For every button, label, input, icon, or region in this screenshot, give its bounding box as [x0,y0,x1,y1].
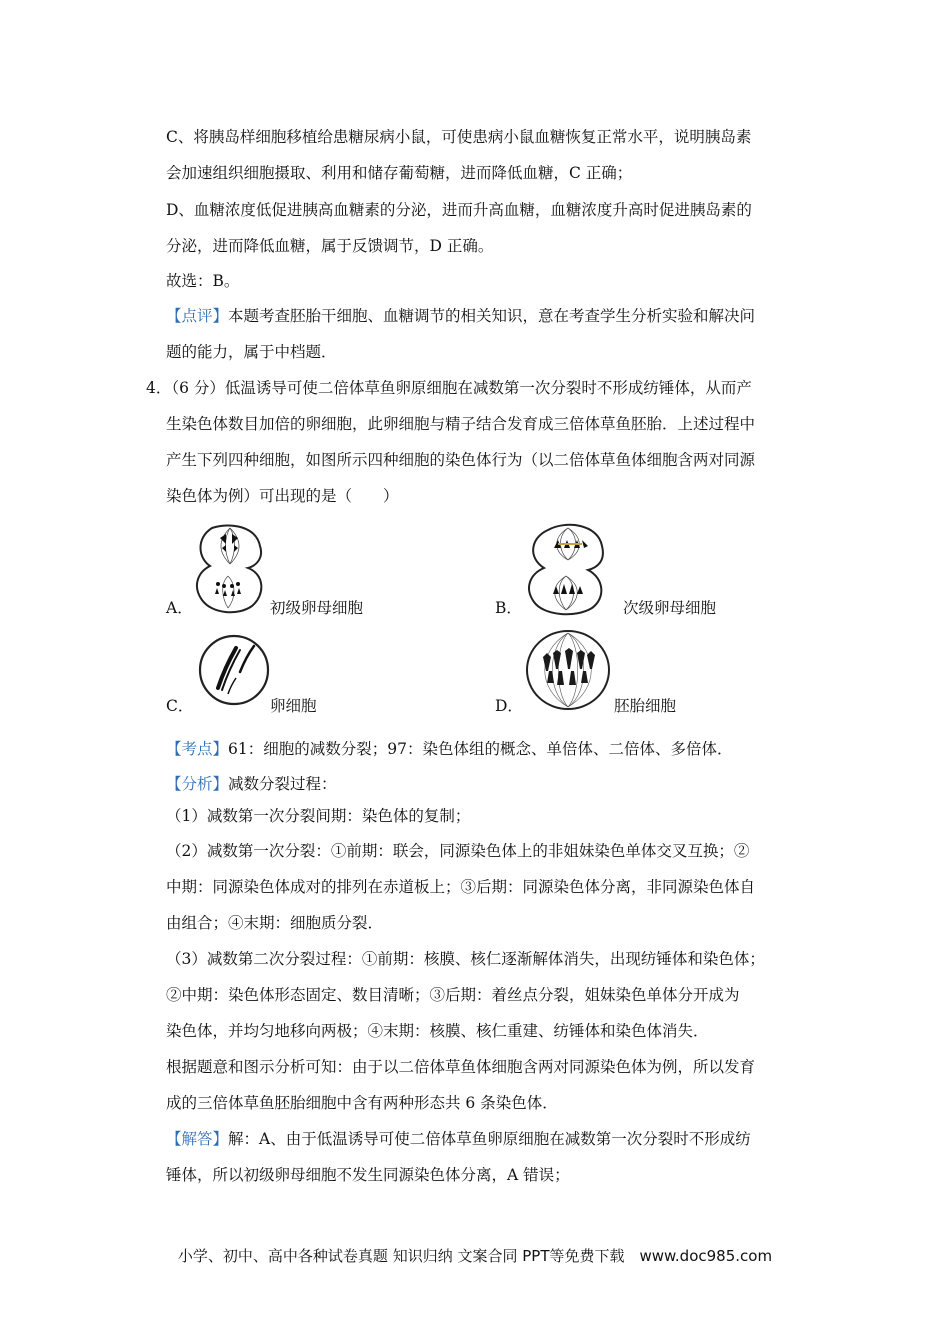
kaodian-paragraph [166,738,732,760]
question-text-1: （6 分）低温诱导可使二倍体草鱼卵原细胞在减数第一次分裂时不形成纺锤体，从而产 [171,379,752,397]
option-c-explanation-line1: C、将胰岛样细胞移植给患糖尿病小鼠，可使患病小鼠血糖恢复正常水平，说明胰岛素 [166,128,752,146]
option-d-label: D． [495,697,523,715]
option-d-caption: 胚胎细胞 [614,697,677,715]
cell-diagram-a [190,522,270,614]
option-c-caption: 卵细胞 [270,697,317,715]
question-4-line3: 产生下列四种细胞，如图所示四种细胞的染色体行为（以二倍体草鱼体细胞含两对同源 [166,451,756,469]
jieda-line2: 锤体，所以初级卵母细胞不发生同源染色体分离，A 错误； [166,1166,570,1184]
analysis-p3-line2: ②中期：染色体形态固定、数目清晰；③后期：着丝点分裂，姐妹染色单体分开成为 [166,986,740,1004]
option-c-explanation-line2: 会加速组织细胞摄取、利用和储存葡萄糖，进而降低血糖，C 正确； [166,164,633,182]
fenxi-text: 减数分裂过程： [228,775,337,793]
jieda-text: 解：A、由于低温诱导可使二倍体草鱼卵原细胞在减数第一次分裂时不形成纺 [228,1130,751,1148]
analysis-p2-line2: 中期：同源染色体成对的排列在赤道板上；③后期：同源染色体分离，非同源染色体自 [166,878,756,896]
cell-diagram-d [523,627,613,713]
jieda-paragraph [166,1128,751,1150]
cell-diagram-b [522,522,614,616]
jieda-tag: 【解答】 [166,1130,229,1148]
question-4-line2: 生染色体数目加倍的卵细胞，此卵细胞与精子结合发育成三倍体草鱼胚胎．上述过程中 [166,415,756,433]
fenxi-tag: 【分析】 [166,775,229,793]
dianping-text: 本题考查胚胎干细胞、血糖调节的相关知识，意在考查学生分析实验和解决问 [228,307,756,325]
kaodian-tag: 【考点】 [166,740,229,758]
analysis-p2-line3: 由组合；④末期：细胞质分裂． [166,914,384,932]
option-a-caption: 初级卵母细胞 [270,599,364,617]
dianping-paragraph [166,305,755,327]
page-footer: 小学、初中、高中各种试卷真题 知识归纳 文案合同 PPT等免费下载 www.doc985.com [177,1247,773,1265]
option-c-label: C． [166,697,194,715]
dianping-line2: 题的能力，属于中档题． [166,343,337,361]
option-b-label: B． [495,599,522,617]
option-d-explanation-line2: 分泌，进而降低血糖，属于反馈调节，D 正确。 [166,237,494,255]
option-a-label: A． [166,599,193,617]
question-number: 4． [146,379,172,397]
analysis-p3-line3: 染色体，并均匀地移向两极；④末期：核膜、核仁重建、纺锤体和染色体消失． [166,1022,709,1040]
dianping-tag: 【点评】 [166,307,229,325]
analysis-p3-line1: （3）减数第二次分裂过程：①前期：核膜、核仁逐渐解体消失，出现纺锤体和染色体； [166,950,765,968]
analysis-p1: （1）减数第一次分裂间期：染色体的复制； [166,807,471,825]
analysis-p4-line1: 根据题意和图示分析可知：由于以二倍体草鱼体细胞含两对同源染色体为例，所以发育 [166,1058,756,1076]
option-b-caption: 次级卵母细胞 [623,599,717,617]
fenxi-paragraph [166,773,337,795]
analysis-p2-line1: （2）减数第一次分裂：①前期：联会，同源染色体上的非姐妹染色单体交叉互换；② [166,842,750,860]
analysis-p4-line2: 成的三倍体草鱼胚胎细胞中含有两种形态共 6 条染色体． [166,1094,558,1112]
question-4-line4: 染色体为例）可出现的是（ ） [166,487,399,505]
question-4-line1 [146,377,752,399]
previous-answer: 故选：B。 [166,272,240,290]
kaodian-text: 61：细胞的减数分裂；97：染色体组的概念、单倍体、二倍体、多倍体． [228,740,733,758]
cell-diagram-c [196,632,272,708]
option-d-explanation-line1: D、血糖浓度低促进胰高血糖素的分泌，进而升高血糖，血糖浓度升高时促进胰岛素的 [166,201,752,219]
